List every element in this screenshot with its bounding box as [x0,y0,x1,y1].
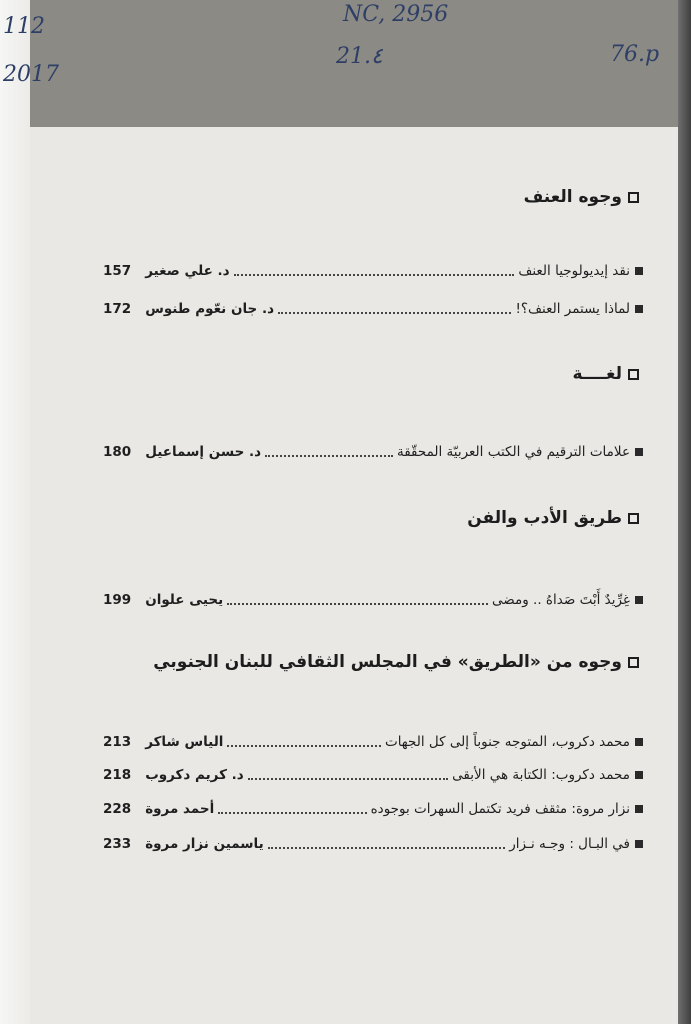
handwritten-note-right: 76.p [610,42,660,67]
section-title-language [572,364,639,384]
entry-page-number: 233 [103,836,132,852]
bullet-square-icon [635,305,643,313]
section-title-text: وجوه العنف [523,187,622,207]
bullet-square-icon [635,738,643,746]
section-title-text: وجوه من «الطريق» في المجلس الثقافي للبنان الجنوبي [153,652,622,672]
left-page-edge [0,0,30,1024]
toc-entry [103,833,643,855]
entry-author: الياس شاكر [145,734,224,750]
binding-edge [678,0,691,1024]
section-title-text: طريق الأدب والفن [467,508,622,528]
entry-author: د. جان نعّوم طنوس [145,301,275,317]
dot-leader [268,846,506,849]
entry-title: محمد دكروب، المتوجه جنوباً إلى كل الجهات [384,734,630,750]
entry-page-number: 228 [103,801,132,817]
dot-leader [248,777,448,780]
handwritten-note-left-top: 112 [3,14,45,39]
toc-entry [103,764,643,786]
toc-entry [103,441,643,463]
entry-author: د. كريم دكروب [145,767,244,783]
entry-page-number: 172 [103,301,132,317]
toc-entry [103,260,643,282]
entry-title: علامات الترقيم في الكتب العربيّة المحقّقة [396,444,630,460]
dot-leader [278,311,511,314]
toc-entry [103,298,643,320]
entry-page-number: 157 [103,263,132,279]
entry-page-number: 199 [103,592,132,608]
entry-page-number: 218 [103,767,132,783]
toc-entry [103,731,643,753]
section-title-text: لغــــة [572,364,622,384]
entry-title: نقد إيديولوجيا العنف [518,263,630,279]
entry-author: ياسمين نزار مروة [145,836,264,852]
entry-author: د. حسن إسماعيل [145,444,262,460]
dot-leader [227,744,381,747]
entry-page-number: 213 [103,734,132,750]
toc-entry [103,589,643,611]
entry-title: نزار مروة: مثقف فريد تكتمل السهرات بوجوده [370,801,630,817]
entry-title: محمد دكروب: الكتابة هي الأبقى [452,767,630,783]
handwritten-note-center-bottom: 21.٤ [336,44,383,69]
bullet-square-icon [635,448,643,456]
entry-title: في البـال : وجـه نـزار [509,836,630,852]
dot-leader [218,811,366,814]
handwritten-note-center-top: NC, 2956 [343,2,449,27]
bullet-square-icon [635,267,643,275]
toc-entry [103,798,643,820]
entry-author: يحيى علوان [145,592,224,608]
handwritten-note-left-bottom: 2017 [3,62,59,87]
entry-page-number: 180 [103,444,132,460]
dot-leader [234,273,515,276]
checkbox-square-icon [628,192,639,203]
dot-leader [265,454,393,457]
section-title-faces-of-tariq [153,652,639,672]
bullet-square-icon [635,596,643,604]
entry-author: د. علي صغير [145,263,230,279]
checkbox-square-icon [628,369,639,380]
entry-title: لماذا يستمر العنف؟! [515,301,630,317]
section-title-literature-art [467,508,639,528]
section-title-violence [524,187,639,207]
bullet-square-icon [635,805,643,813]
entry-title: غِرِّيدٌ أَبْتَ صَداهُ .. ومضى [492,592,630,608]
bullet-square-icon [635,771,643,779]
bullet-square-icon [635,840,643,848]
checkbox-square-icon [628,657,639,668]
dot-leader [227,602,488,605]
checkbox-square-icon [628,513,639,524]
entry-author: أحمد مروة [145,801,215,817]
